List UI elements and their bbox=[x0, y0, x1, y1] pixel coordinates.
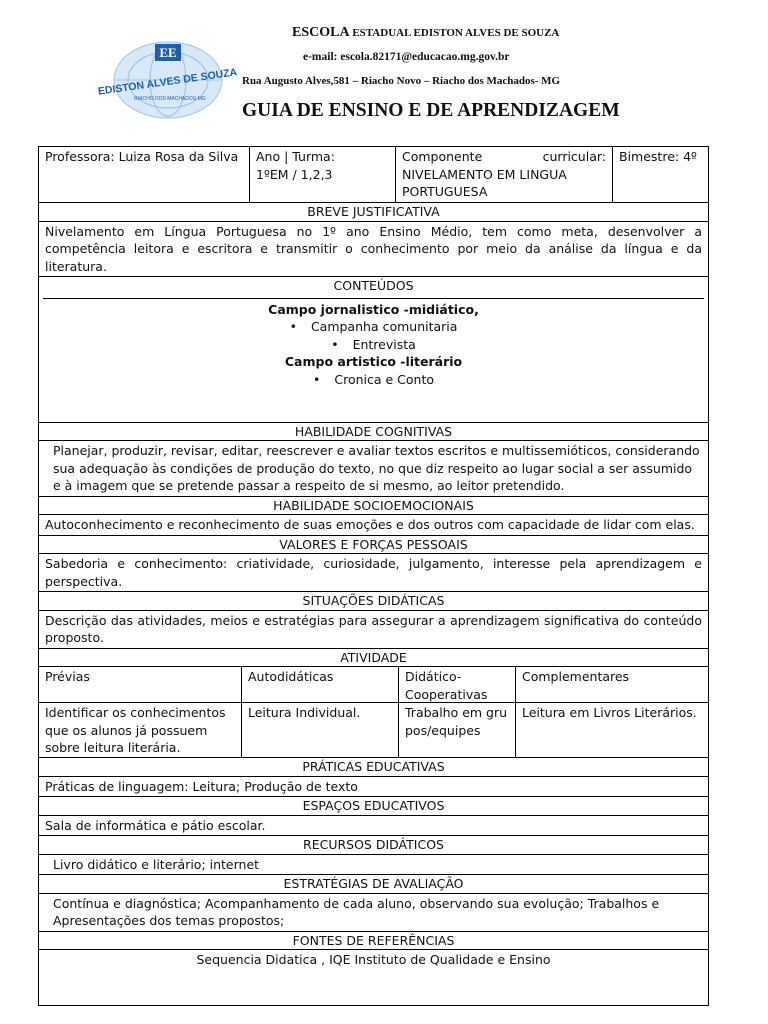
ano-turma-label: Ano | Turma: bbox=[256, 149, 335, 164]
logo-initials: EE bbox=[159, 45, 177, 60]
school-address: Rua Augusto Alves,581 – Riacho Novo – Riacho dos Machados- MG bbox=[242, 75, 561, 87]
praticas-text: Práticas de linguagem: Leitura; Produção de texto bbox=[45, 778, 358, 794]
atividade-value-row bbox=[39, 702, 708, 757]
school-logo bbox=[97, 40, 238, 120]
section-praticas: PRÁTICAS EDUCATIVAS bbox=[302, 759, 445, 774]
atividade-header: Autodidáticas bbox=[241, 667, 398, 702]
componente-cell bbox=[395, 147, 612, 202]
conteudos-body bbox=[39, 295, 708, 422]
atividade-header: Didático-Cooperativas bbox=[398, 667, 515, 702]
atividade-value: Identificar os conhecimentos que os alunos já possuem sobre leitura literária. bbox=[45, 705, 226, 755]
guide-table bbox=[38, 146, 709, 1006]
section-espacos: ESPAÇOS EDUCATIVOS bbox=[302, 798, 445, 813]
habilidade-socio-text: Autoconhecimento e reconhecimento de suas emoções e dos outros com capacidade de lidar com elas. bbox=[45, 517, 695, 532]
section-situacoes: SITUAÇÕES DIDÁTICAS bbox=[302, 593, 445, 608]
logo-location: RIACHO DOS MACHADOS-MG bbox=[134, 96, 206, 102]
document-header bbox=[0, 0, 768, 145]
professora-cell: Professora: Luiza Rosa da Silva bbox=[45, 149, 239, 164]
componente-label-a: Componente bbox=[402, 149, 483, 164]
ano-turma-cell bbox=[249, 147, 395, 202]
section-valores: VALORES E FORÇAS PESSOAIS bbox=[279, 536, 468, 552]
atividade-header-row bbox=[39, 666, 708, 702]
section-recursos: RECURSOS DIDÁTICOS bbox=[303, 837, 444, 852]
section-habilidade-cognitivas: HABILIDADE COGNITIVAS bbox=[294, 423, 453, 439]
campo-jornalistico: Campo jornalistico -midiático, bbox=[268, 301, 479, 317]
school-rest: ESTADUAL EDISTON ALVES DE SOUZA bbox=[349, 27, 560, 39]
situacoes-text: Descrição das atividades, meios e estratégias para assegurar a aprendizagem significativa do conteúdo proposto. bbox=[45, 612, 702, 645]
school-prefix: ESCOLA bbox=[292, 25, 350, 40]
atividade-value: Trabalho em grupos/equipes bbox=[398, 703, 515, 757]
fontes-text: Sequencia Didatica , IQE Instituto de Qualidade e Ensino bbox=[196, 952, 551, 967]
atividade-value: Leitura em Livros Literários. bbox=[515, 703, 706, 757]
atividade-header: Complementares bbox=[515, 667, 706, 702]
estrategias-text: Contínua e diagnóstica; Acompanhamento de cada aluno, observando sua evolução; Trabalhos e Apresentações dos temas propostos; bbox=[53, 895, 660, 928]
valores-text: Sabedoria e conhecimento: criatividade, curiosidade, julgamento, interesse pela aprendizagem e perspectiva. bbox=[45, 556, 702, 589]
recursos-text: Livro didático e literário; internet bbox=[53, 856, 260, 872]
espacos-text: Sala de informática e pátio escolar. bbox=[45, 817, 266, 833]
list-item: • Cronica e Conto bbox=[312, 371, 435, 387]
list-item: • Campanha comunitaria bbox=[289, 319, 458, 334]
info-row bbox=[39, 147, 708, 202]
habilidade-cognitivas-text: Planejar, produzir, revisar, editar, reescrever e avaliar textos escritos e multissemióticos, considerando sua adequação às condições de produção do texto, no que diz respeito ao lugar social a ser assumido e à imagem que se pretende passar a respeito de si mesmo, ao leitor pretendido. bbox=[53, 443, 700, 493]
list-item: • Entrevista bbox=[331, 336, 416, 352]
justificativa-text: Nivelamento em Língua Portuguesa no 1º ano Ensino Médio, tem como meta, desenvolver a competência leitora e escritora e transmitir o conhecimento por meio da análise da língua e da literatura. bbox=[45, 223, 702, 274]
section-breve-justificativa: BREVE JUSTIFICATIVA bbox=[307, 204, 440, 219]
section-estrategias: ESTRATÉGIAS DE AVALIAÇÃO bbox=[283, 876, 464, 891]
ano-turma-value: 1ºEM / 1,2,3 bbox=[256, 166, 333, 182]
section-fontes: FONTES DE REFERÊNCIAS bbox=[292, 932, 455, 948]
atividade-header: Prévias bbox=[45, 669, 90, 684]
document-title: GUIA DE ENSINO E DE APRENDIZAGEM bbox=[242, 100, 620, 121]
school-name bbox=[292, 25, 559, 41]
school-email: e-mail: escola.82171@educacao.mg.gov.br bbox=[303, 51, 510, 63]
componente-value: NIVELAMENTO EM LINGUA PORTUGUESA bbox=[402, 166, 567, 199]
bimestre-cell: Bimestre: 4º bbox=[612, 147, 706, 202]
componente-label-b: curricular: bbox=[542, 149, 606, 164]
atividade-value: Leitura Individual. bbox=[241, 703, 398, 757]
section-atividade: ATIVIDADE bbox=[340, 649, 407, 665]
section-habilidade-socio: HABILIDADE SOCIOEMOCIONAIS bbox=[273, 497, 474, 513]
section-conteudos: CONTEÚDOS bbox=[333, 278, 414, 293]
logo-name: EDISTON ALVES DE SOUZA bbox=[97, 66, 238, 98]
conteudos-block bbox=[39, 277, 708, 422]
campo-artistico: Campo artistico -literário bbox=[284, 354, 463, 369]
